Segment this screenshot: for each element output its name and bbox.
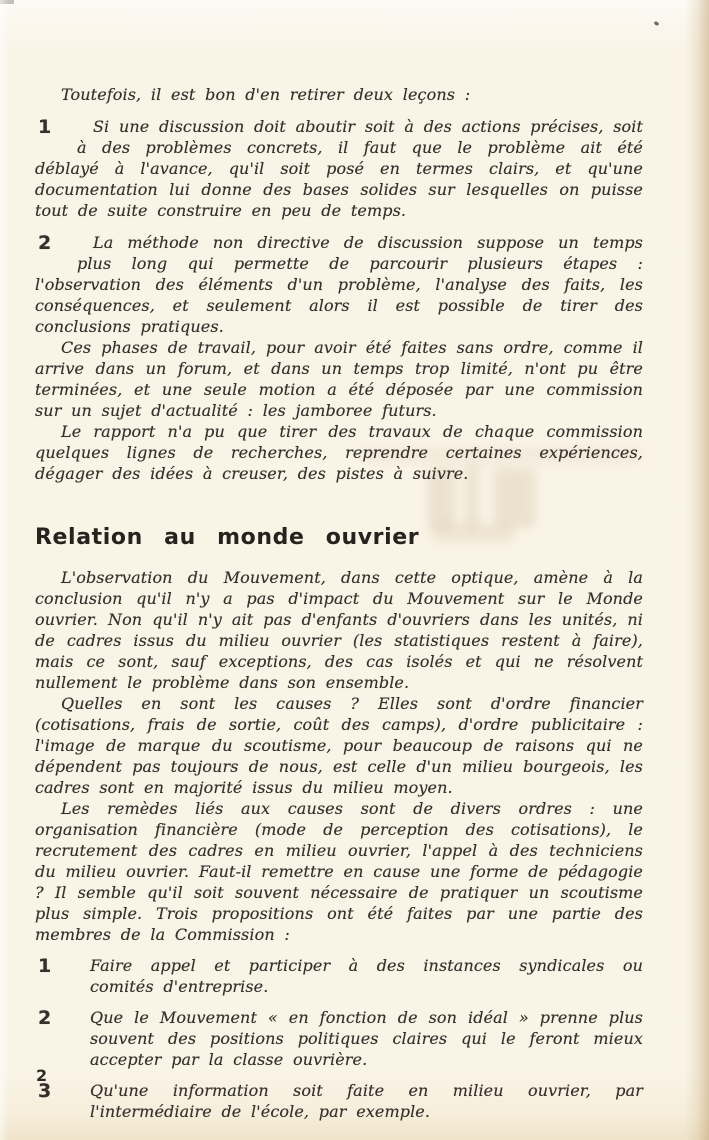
item-number: 2 bbox=[38, 232, 52, 254]
numbered-item-2 bbox=[35, 232, 643, 337]
page-number: 2 bbox=[36, 1066, 48, 1085]
section-heading: Relation au monde ouvrier bbox=[35, 525, 420, 550]
item-text: Qu'une information soit faite en milieu ouvrier, par l'intermédiaire de l'école, par exemple. bbox=[90, 1081, 643, 1121]
page-edge-highlight bbox=[0, 0, 9, 1140]
intro-lead-paragraph: Toutefois, il est bon d'en retirer deux leçons : bbox=[61, 85, 471, 104]
proposition-item-2 bbox=[35, 1007, 643, 1070]
body-paragraph: Le rapport n'a pu que tirer des travaux de chaque commission quelques lignes de recherches, reprendre certaines expériences, dégager des idées à creuser, des pistes à suivre. bbox=[35, 422, 643, 483]
body-paragraph: Ces phases de travail, pour avoir été faites sans ordre, comme il arrive dans un forum, et dans un temps trop limité, n'ont pu être terminées, et une seule motion a été déposée par une commission sur un sujet d'actualité : les jamboree futurs. bbox=[35, 338, 643, 420]
item-text: Si une discussion doit aboutir soit à des actions précises, soit à des problèmes concrets, il faut que le problème ait été déblayé à l'avance, qu'il soit posé en termes clairs, et qu'une documentation lui donne des bases solides sur lesquelles on puisse tout de suite construire en peu de temps. bbox=[35, 117, 643, 220]
item-number: 2 bbox=[38, 1007, 52, 1029]
body-paragraph: Quelles en sont les causes ? Elles sont d'ordre financier (cotisations, frais de sortie, coût des camps), d'ordre publicitaire : l'image de marque du scoutisme, pour beaucoup de raisons qui ne dépendent pas toujours de nous, est celle d'un milieu bourgeois, les cadres sont en majorité issus du milieu moyen. bbox=[35, 694, 643, 797]
page-edge-shadow bbox=[685, 0, 709, 1140]
item-number: 3 bbox=[38, 1080, 52, 1102]
item-text: Que le Mouvement « en fonction de son idéal » prenne plus souvent des positions politiques claires qui le feront mieux accepter par la classe ouvrière. bbox=[90, 1008, 643, 1069]
numbered-item-1 bbox=[35, 116, 643, 221]
scan-speck-artifact bbox=[653, 21, 659, 27]
item-number: 1 bbox=[38, 955, 52, 977]
body-paragraph: Les remèdes liés aux causes sont de divers ordres : une organisation financière (mode de perception des cotisations), le recrutement des cadres en milieu ouvrier, l'appel à des techniciens du milieu ouvrier. Faut-il remettre en cause une forme de pédagogie ? Il semble qu'il soit souvent nécessaire de pratiquer un scoutisme plus simple. Trois propositions ont été faites par une partie des membres de la Commission : bbox=[35, 799, 643, 944]
item-text: Faire appel et participer à des instances syndicales ou comités d'entreprise. bbox=[90, 956, 643, 996]
body-paragraph: L'observation du Mouvement, dans cette optique, amène à la conclusion qu'il n'y a pas d'impact du Mouvement sur le Monde ouvrier. Non qu'il n'y ait pas d'enfants d'ouvriers dans les unités, ni de cadres issus du milieu ouvrier (les statistiques restent à faire), mais ce sont, sauf exceptions, des cas isolés et qui ne résolvent nullement le problème dans son ensemble. bbox=[35, 568, 643, 692]
item-number: 1 bbox=[38, 116, 52, 138]
proposition-item-3 bbox=[35, 1080, 643, 1122]
proposition-item-1 bbox=[35, 955, 643, 997]
text-block bbox=[35, 84, 643, 1122]
item-text: La méthode non directive de discussion suppose un temps plus long qui permette de parcourir plusieurs étapes : l'observation des éléments d'un problème, l'analyse des faits, les conséquences, et seulement alors il est possible de tirer des conclusions pratiques. bbox=[35, 233, 643, 336]
